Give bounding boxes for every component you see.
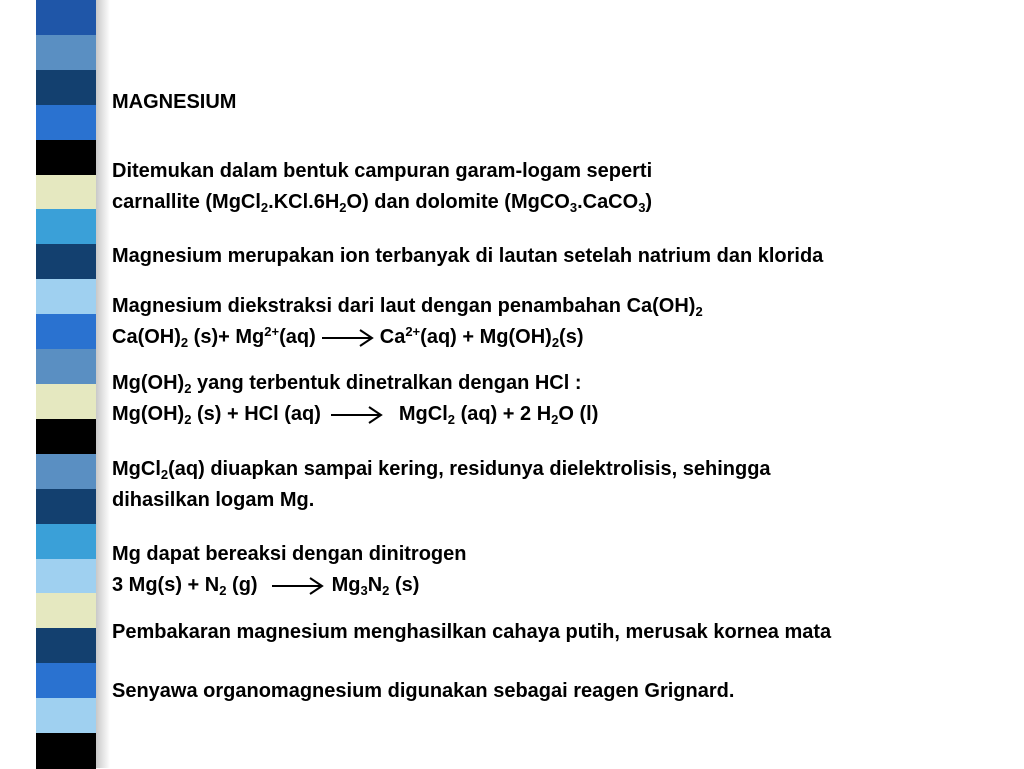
reaction-arrow-icon [270, 576, 326, 596]
reaction-arrow-icon [329, 405, 385, 425]
stripe-block [36, 559, 96, 595]
paragraph-combustion: Pembakaran magnesium menghasilkan cahaya putih, merusak kornea mata [112, 621, 832, 643]
paragraph-dinitrogen: Mg dapat bereaksi dengan dinitrogen 3 $Mg(s) + N_2$ (g) $Mg_3N_2$ (s) [112, 539, 467, 601]
stripe-block [36, 209, 96, 245]
equation-precipitation: $Ca(OH)_2$ $(s)+ Mg^{2+}(aq)$ $Ca^{2+}(aq) + Mg(OH)_2(s)$ [112, 324, 584, 350]
paragraph-neutralization: $Mg(OH)_2$ yang terbentuk dinetralkan dengan HCl : $Mg(OH)_2$ (s) + HCl (aq) MgCl$_2$ (aq) + 2 $H_2O$ (l) [112, 368, 598, 430]
decorative-stripe [36, 0, 96, 768]
stripe-block [36, 349, 96, 385]
paragraph-extraction: Magnesium diekstraksi dari laut dengan penambahan $Ca(OH)_2$ $Ca(OH)_2$ $(s)+ Mg^{2+}(aq)$ $Ca^{2+}(aq) + Mg(OH)_2(s)$ [112, 291, 703, 353]
stripe-block [36, 454, 96, 490]
stripe-shadow [96, 0, 110, 768]
slide-title: MAGNESIUM [112, 91, 237, 113]
stripe-block [36, 733, 96, 769]
equation-nitride: 3 $Mg(s) + N_2$ (g) $Mg_3N_2$ (s) [112, 574, 420, 598]
paragraph-sea-ion: Magnesium merupakan ion terbanyak di lautan setelah natrium dan klorida [112, 245, 824, 267]
stripe-block [36, 698, 96, 734]
stripe-block [36, 593, 96, 629]
stripe-block [36, 419, 96, 455]
stripe-block [36, 105, 96, 141]
stripe-block [36, 489, 96, 525]
stripe-block [36, 35, 96, 71]
mineral-formulas: carnallite $(MgCl_2.KCl.6H_2O)$ dan dolomite (MgCO$_3$.CaCO$_3$) [112, 191, 653, 215]
stripe-block [36, 175, 96, 211]
stripe-block [36, 279, 96, 315]
stripe-block [36, 244, 96, 280]
paragraph-occurrence: Ditemukan dalam bentuk campuran garam-logam seperti carnallite $(MgCl_2.KCl.6H_2O)$ dan dolomite (MgCO$_3$.CaCO$_3$) [112, 156, 652, 218]
equation-neutralization: $Mg(OH)_2$ (s) + HCl (aq) MgCl$_2$ (aq) + 2 $H_2O$ (l) [112, 403, 599, 427]
stripe-block [36, 384, 96, 420]
stripe-block [36, 70, 96, 106]
paragraph-grignard: Senyawa organomagnesium digunakan sebagai reagen Grignard. [112, 680, 735, 702]
paragraph-electrolysis: MgCl$_2$(aq) diuapkan sampai kering, residunya dielektrolisis, sehingga dihasilkan logam Mg. [112, 458, 771, 511]
stripe-block [36, 0, 96, 36]
stripe-block [36, 140, 96, 176]
stripe-block [36, 524, 96, 560]
stripe-block [36, 663, 96, 699]
stripe-block [36, 628, 96, 664]
stripe-block [36, 314, 96, 350]
reaction-arrow-icon [320, 328, 376, 348]
